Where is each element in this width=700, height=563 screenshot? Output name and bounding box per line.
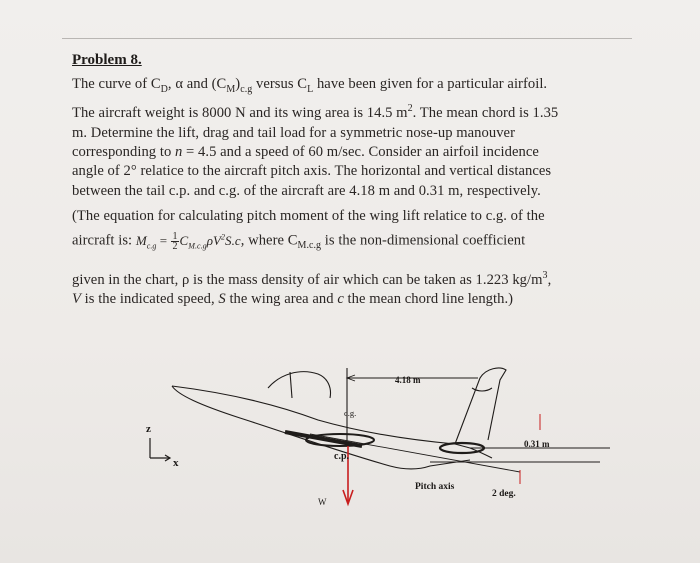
chord-symbol: c (337, 291, 344, 308)
canopy (268, 372, 331, 398)
cg-label: c.g. (344, 408, 357, 418)
eq-subscript: c.g (146, 241, 157, 251)
text: , (547, 271, 552, 288)
statement-line-6: between the tail c.p. and c.g. of the aircraft are 4.18 m and 0.31 m, respectively. (72, 182, 541, 199)
cp-label: c.p. (334, 451, 349, 462)
subscript: D (160, 83, 168, 95)
text: versus C (252, 76, 308, 92)
text: aircraft is: (72, 232, 136, 249)
fuselage-lower (172, 386, 470, 469)
text: . The mean chord is 1.35 (412, 105, 559, 122)
speed-symbol: V (72, 291, 81, 308)
subscript: L (307, 83, 314, 95)
text: have been given for a particular airfoil. (313, 76, 548, 92)
statement-line-5: angle of 2° relatice to the aircraft pitch axis. The horizontal and vertical distances (72, 163, 552, 180)
text: the mean chord line length.) (343, 291, 514, 308)
incidence-angle-label: 2 deg. (492, 489, 516, 499)
pitch-axis-label: Pitch axis (415, 482, 455, 492)
eq-numerator: 1 (172, 231, 178, 243)
load-factor-symbol: n (175, 143, 183, 160)
subscript: M.c.g (297, 240, 322, 252)
text: the wing area and (225, 291, 338, 308)
text: corresponding to (72, 143, 175, 160)
text: , α and (C (167, 76, 227, 92)
horizontal-distance-label: 4.18 m (395, 375, 421, 385)
fuselage-outline (172, 386, 492, 458)
statement-line-3: m. Determine the lift, drag and tail load for a symmetric nose-up manouver (72, 124, 515, 141)
text: is the indicated speed, (80, 291, 219, 308)
area-symbol: S (218, 291, 226, 308)
subscript: c.g (240, 83, 253, 95)
equation-line-1: (The equation for calculating pitch moment of the wing lift relatice to c.g. of the (72, 208, 545, 224)
text: , where C (240, 232, 298, 249)
text: given in the chart, ρ is the mass density of air which can be taken as 1.223 kg/m (72, 271, 543, 288)
eq-denominator: 2 (172, 241, 178, 253)
eq-coefficient: C (179, 232, 189, 248)
problem-title: Problem 8. (72, 52, 142, 68)
eq-subscript: M.c.g (188, 241, 207, 251)
superscript: 2 (407, 103, 413, 115)
text: = 4.5 and a speed of 60 m/sec. Consider an airfoil incidence (182, 143, 539, 160)
eq-moment-symbol: M (135, 232, 147, 248)
text: The curve of C (72, 76, 161, 92)
text: is the non-dimensional coefficient (321, 232, 526, 249)
superscript: 3 (542, 270, 548, 281)
eq-density-speed: ρV (206, 232, 221, 248)
text: ) (235, 76, 241, 92)
z-axis-label: z (146, 423, 151, 435)
weight-label: W (318, 497, 327, 507)
vertical-tail (455, 368, 506, 444)
eq-equals: = (156, 232, 171, 248)
text: The aircraft weight is 8000 N and its wing area is 14.5 m (72, 105, 408, 122)
subscript: M (226, 83, 236, 95)
eq-superscript: 2 (220, 232, 226, 242)
eq-area-chord: S.c (225, 232, 241, 248)
x-axis-label: x (173, 457, 179, 469)
canopy-frame (290, 372, 292, 398)
vertical-distance-label: 0.31 m (524, 439, 550, 449)
